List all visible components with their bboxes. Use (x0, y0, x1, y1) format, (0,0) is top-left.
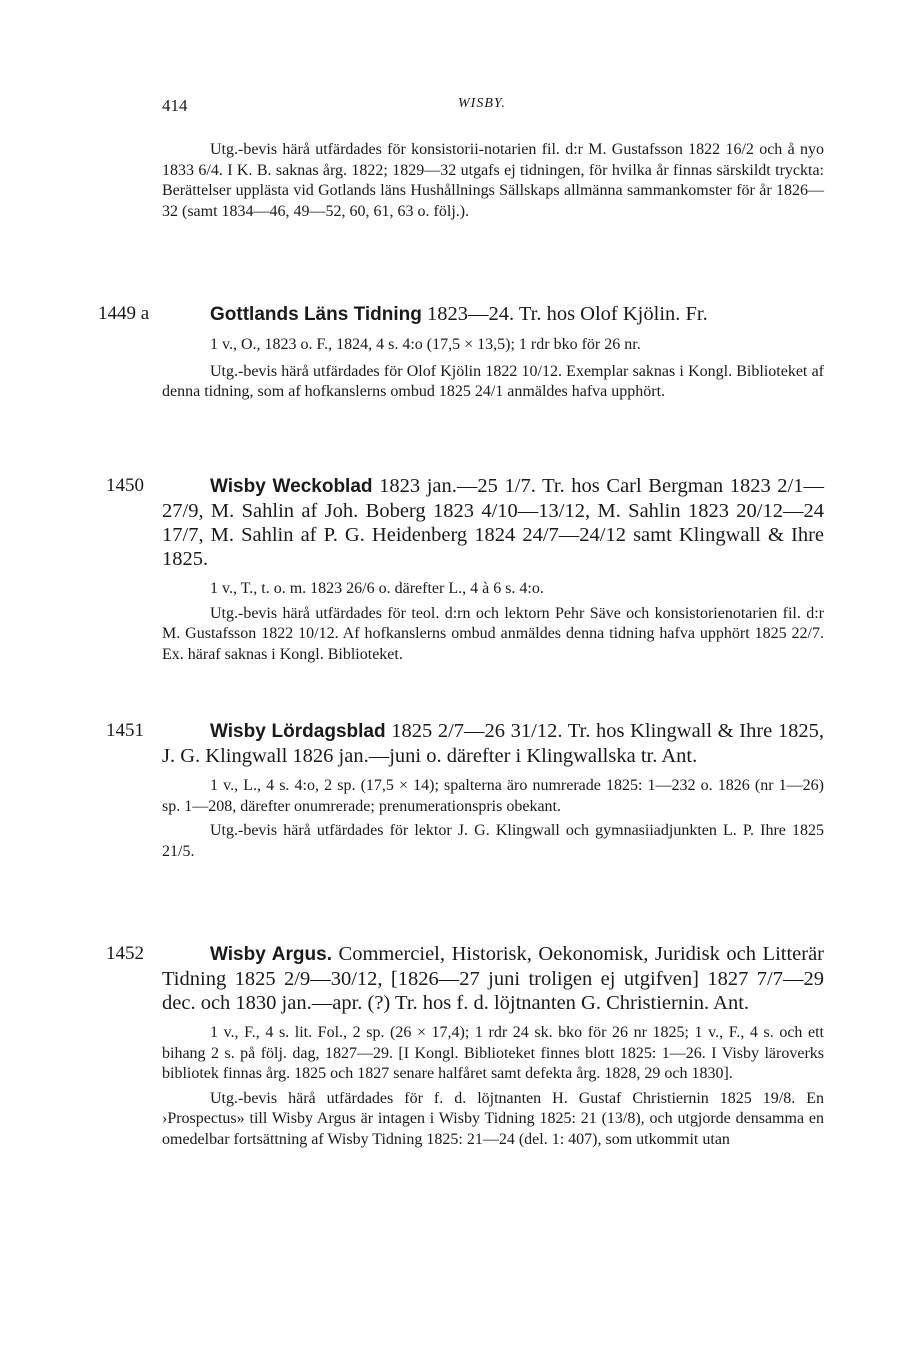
entry-1451 (162, 719, 824, 862)
entry-heading-rest: 1823 jan.—25 1/7. Tr. hos Carl Bergman 1823 2/1—27/9, M. Sahlin af Joh. Boberg 1823 4/10—13/12, M. Sahlin 1823 20/12—24 17/7, M. Sahlin af P. G. Heidenberg 1824 24/7—24/12 samt Klingwall & Ihre 1825. (162, 475, 824, 570)
entry-number: 1450 (106, 475, 144, 496)
entry-heading-rest: 1825 2/7—26 31/12. Tr. hos Klingwall & Ihre 1825, J. G. Klingwall 1826 jan.—juni o. därefter i Klingwallska tr. Ant. (162, 720, 824, 767)
entry-number: 1449 a (98, 303, 150, 324)
entry-title: Wisby Weckoblad (210, 476, 373, 497)
entry-description: 1 v., T., t. o. m. 1823 26/6 o. därefter L., 4 à 6 s. 4:o. (210, 580, 544, 597)
entry-number: 1452 (106, 943, 144, 964)
entry-description: 1 v., F., 4 s. lit. Fol., 2 sp. (26 × 17,4); 1 rdr 24 sk. bko för 26 nr 1825; 1 v., F., 4 s. och ett bihang 2 s. på följ. dag, 1827—29. [I Kongl. Biblioteket finnes blott 1825: 1—26. I Visby läroverks bibliotek finnas årg. 1825 och 1827 senare halfåret samt defekta årg. 1828, 29 och 1830]. (162, 1024, 824, 1082)
entry-heading (162, 302, 824, 327)
entry-heading (162, 719, 824, 768)
entry-heading-rest: Commerciel, Historisk, Oekonomisk, Juridisk och Litterär Tidning 1825 2/9—30/12, [1826—27 juni troligen ej utgifven] 1827 7/7—29 dec. och 1830 jan.—apr. (?) Tr. hos f. d. löjtnanten G. Christiernin. Ant. (162, 943, 825, 1014)
running-head: WISBY. (458, 96, 506, 111)
entry-note: Utg.-bevis härå utfärdades för teol. d:rn och lektorn Pehr Säve och konsistorienotarien fil. d:r M. Gustafsson 1822 10/12. Af hofkanslerns ombud anmäldes denna tidning hafva upphört 1825 22/7. Ex. häraf saknas i Kongl. Biblioteket. (162, 604, 824, 663)
entry-heading (162, 942, 824, 1015)
entry-title: Wisby Argus. (210, 944, 332, 965)
entry-title: Gottlands Läns Tidning (210, 304, 422, 325)
entry-1449a (162, 302, 824, 403)
entry-note: Utg.-bevis härå utfärdades för Olof Kjölin 1822 10/12. Exemplar saknas i Kongl. Biblioteket af denna tidning, som af hofkanslerns ombud 1825 24/1 anmäldes hafva upphört. (162, 362, 824, 400)
entry-note: Utg.-bevis härå utfärdades för lektor J. G. Klingwall och gymnasiiadjunkten L. P. Ihre 1825 21/5. (162, 822, 824, 860)
page-number: 414 (162, 96, 188, 115)
entry-description: 1 v., L., 4 s. 4:o, 2 sp. (17,5 × 14); spalterna äro numrerade 1825: 1—232 o. 1826 (nr 1—26) sp. 1—208, därefter onumrerade; prenumerationspris obekant. (162, 777, 824, 815)
entry-1450 (162, 474, 824, 665)
intro-paragraph (162, 140, 824, 222)
intro-text: Utg.-bevis härå utfärdades för konsistorii-notarien fil. d:r M. Gustafsson 1822 16/2 och å nyo 1833 6/4. I K. B. saknas årg. 1822; 1829—32 utgafs ej tidningen, för hvilka år finnas särskildt tryckta: Berättelser upplästa vid Gotlands läns Hushållnings Sällskaps allmänna sammankomster för år 1826—32 (samt 1834—46, 49—52, 60, 61, 63 o. följ.). (162, 141, 824, 220)
entry-heading-rest: 1823—24. Tr. hos Olof Kjölin. Fr. (421, 303, 708, 325)
entry-1452 (162, 942, 824, 1150)
entry-title: Wisby Lördagsblad (210, 721, 386, 742)
entry-description: 1 v., O., 1823 o. F., 1824, 4 s. 4:o (17,5 × 13,5); 1 rdr bko för 26 nr. (210, 336, 641, 353)
entry-note: Utg.-bevis härå utfärdades för f. d. löjtnanten H. Gustaf Christiernin 1825 19/8. En ›Prospectus» till Wisby Argus är intagen i Wisby Tidning 1825: 21 (13/8), och utgjorde densamma en omedelbar fortsättning af Wisby Tidning 1825: 21—24 (del. 1: 407), som utkommit utan (162, 1089, 824, 1148)
entry-number: 1451 (106, 720, 144, 741)
entry-heading (162, 474, 824, 571)
